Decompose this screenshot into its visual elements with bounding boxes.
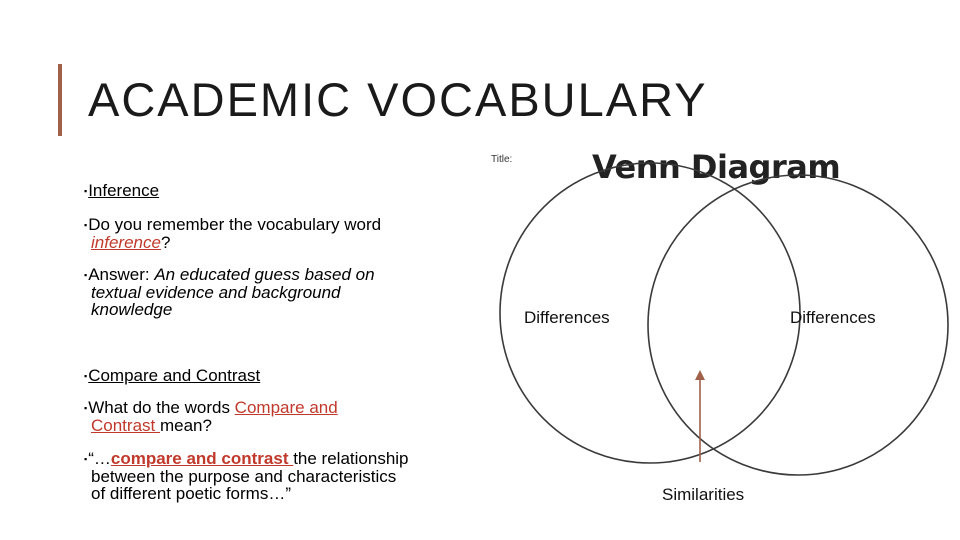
left-differences-label: Differences [524, 308, 610, 327]
highlight-phrase: compare and contrast [110, 449, 294, 468]
bullet-text: Do you remember the vocabulary word [88, 215, 382, 234]
square-bullet-icon: ▪ [84, 220, 88, 230]
highlight-phrase-2: Contrast [91, 416, 160, 435]
quote-line-1-end: the relationship [293, 449, 409, 468]
venn-title-label: Title: [491, 154, 513, 165]
quote-line-3: of different poetic forms…” [91, 484, 291, 503]
square-bullet-icon: ▪ [84, 403, 88, 413]
highlight-word: inference [91, 233, 161, 252]
similarities-label: Similarities [662, 485, 745, 504]
quote-line-2: between the purpose and characteristics [91, 467, 397, 486]
bullet-text-end: mean? [159, 416, 212, 435]
definition-line-2: textual evidence and background [91, 283, 341, 302]
slide-title: ACADEMIC VOCABULARY [88, 73, 708, 126]
square-bullet-icon: ▪ [84, 371, 88, 381]
right-differences-label: Differences [790, 308, 876, 327]
arrow-head-icon [695, 370, 705, 380]
square-bullet-icon: ▪ [84, 454, 88, 464]
venn-heading: Venn Diagram [592, 148, 841, 186]
definition-line-1: An educated guess based on [154, 265, 375, 284]
square-bullet-icon: ▪ [84, 270, 88, 280]
bullet-prefix: Answer: [88, 265, 155, 284]
square-bullet-icon: ▪ [84, 186, 88, 196]
bullet-text-end: ? [160, 233, 171, 252]
bullet-prefix: What do the words [88, 398, 235, 417]
definition-line-3: knowledge [91, 300, 173, 319]
quote-open: “… [88, 449, 111, 468]
bullet-text: Compare and Contrast [88, 366, 261, 385]
highlight-phrase-1: Compare and [234, 398, 338, 417]
bullet-text: Inference [88, 181, 160, 200]
